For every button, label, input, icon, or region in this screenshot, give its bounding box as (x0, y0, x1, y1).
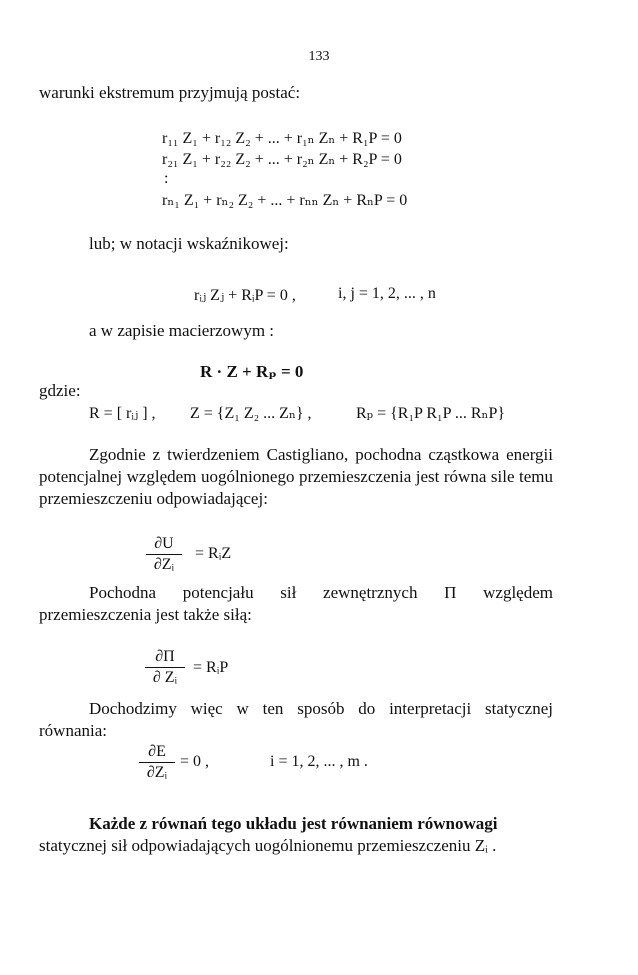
index-range: i, j = 1, 2, ... , n (338, 285, 436, 302)
fraction-bar (139, 762, 175, 763)
page-number: 133 (308, 49, 330, 64)
fraction-3-range: i = 1, 2, ... , m . (270, 753, 368, 770)
index-equation: rᵢⱼ Zⱼ + RᵢP = 0 , (194, 287, 296, 304)
system-row-n: rₙ₁ Z₁ + rₙ₂ Z₂ + ... + rₙₙ Zₙ + RₙP = 0 (162, 192, 408, 209)
fraction-1-rhs: = RᵢZ (195, 545, 232, 562)
fraction-2-rhs: = RᵢP (193, 659, 229, 676)
fraction-de-dz (139, 743, 175, 782)
where-label: gdzie: (39, 381, 81, 400)
def-r: R = [ rᵢⱼ ] , (89, 405, 156, 422)
system-row-2: r₂₁ Z₁ + r₂₂ Z₂ + ... + r₂ₙ Zₙ + R₂P = 0 (162, 151, 402, 168)
matrix-equation: R · Z + Rₚ = 0 (200, 362, 304, 381)
fraction-dpi-dz (145, 648, 185, 687)
fraction-numerator: ∂E (148, 743, 166, 760)
system-row-dots: : (164, 170, 169, 187)
fraction-denominator: ∂Zᵢ (153, 556, 175, 573)
fraction-numerator: ∂Π (155, 648, 175, 665)
interpretation-paragraph: Dochodzimy więc w ten sposób do interpretacji statycznej równania: (39, 699, 553, 740)
fraction-numerator: ∂U (154, 535, 174, 552)
fraction-denominator: ∂Zᵢ (146, 764, 168, 781)
def-z: Z = {Z₁ Z₂ ... Zₙ} , (190, 405, 312, 422)
conclusion-bold: Każde z równań tego układu jest równaniem równowagi (89, 814, 498, 833)
index-notation-label: lub; w notacji wskaźnikowej: (89, 234, 289, 253)
fraction-bar (146, 554, 182, 555)
castigliano-paragraph: Zgodnie z twierdzeniem Castigliano, pochodna cząstkowa energii potencjalnej względem uogólnionego przemieszczenia jest równa sile temu przemieszczeniu odpowiadającej: (39, 445, 553, 508)
fraction-denominator: ∂ Zᵢ (152, 669, 178, 686)
fraction-du-dz (146, 535, 182, 574)
intro-text: warunki ekstremum przyjmują postać: (39, 83, 301, 102)
def-rp: Rₚ = {R₁P R₁P ... RₙP} (356, 405, 506, 422)
conclusion-rest: statycznej sił odpowiadających uogólnionemu przemieszczeniu Zᵢ . (39, 836, 497, 855)
matrix-notation-label: a w zapisie macierzowym : (89, 321, 275, 340)
fraction-bar (145, 667, 185, 668)
system-row-1: r₁₁ Z₁ + r₁₂ Z₂ + ... + r₁ₙ Zₙ + R₁P = 0 (162, 130, 402, 147)
potential-paragraph: Pochodna potencjału sił zewnętrznych Π względem przemieszczenia jest także siłą: (39, 583, 553, 624)
fraction-3-rhs: = 0 , (180, 753, 210, 770)
